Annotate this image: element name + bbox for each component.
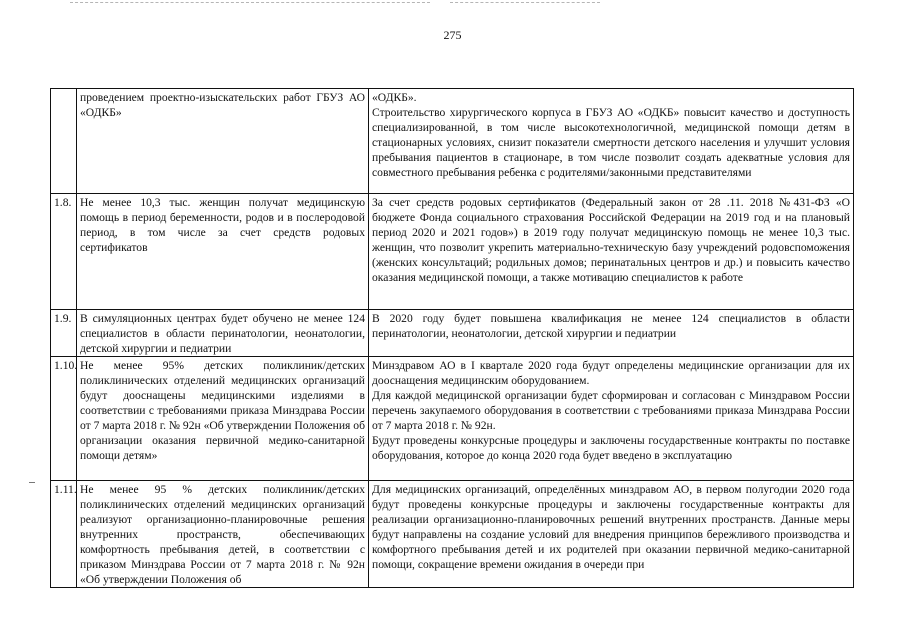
table-row bbox=[51, 481, 854, 588]
row-number: 1.8. bbox=[51, 194, 77, 310]
event-cell: В симуляционных центрах будет обучено не менее 124 специалистов в области перинатологии, неонатологии, детской хирургии и педиатрии bbox=[77, 310, 369, 357]
result-paragraph: Минздравом АО в I квартале 2020 года будут определены медицинские организации для их дооснащения медицинским оборудованием. bbox=[372, 359, 850, 387]
event-cell: Не менее 95 % детских поликлиник/детских поликлинических отделений медицинских организаций реализуют организационно-планировочные решения внутренних пространств, обеспечивающих комфортность пребывания детей, в соответствии с приказом Минздрава России от 7 марта 2018 г. № 92н «Об утверждении Положения об bbox=[77, 481, 369, 588]
result-paragraph: Строительство хирургического корпуса в ГБУЗ АО «ОДКБ» повысит качество и доступность специализированной, в том числе высокотехнологичной, медицинской помощи детям в стационарных условиях, снизит показатели смертности детского населения и улучшит условия пребывания пациентов в стационаре, в том числе позволит создать адекватные условия для совместного пребывания ребенка с родителями/законными представителями bbox=[372, 106, 850, 179]
result-paragraph: Будут проведены конкурсные процедуры и заключены государственные контракты по поставке оборудования, которое до конца 2020 года будет введено в эксплуатацию bbox=[372, 434, 850, 462]
header-rule-left bbox=[70, 2, 430, 3]
row-number bbox=[51, 89, 77, 194]
result-cell bbox=[369, 89, 854, 194]
row-number: 1.10. bbox=[51, 357, 77, 481]
margin-mark bbox=[29, 482, 35, 483]
event-cell: Не менее 95% детских поликлиник/детских поликлинических отделений медицинских организаций будут дооснащены медицинскими изделиями в соответствии с требованиями приказа Минздрава России от 7 марта 2018 г. № 92н «Об утверждении Положения об организации оказания первичной медико-санитарной помощи детям» bbox=[77, 357, 369, 481]
result-paragraph: В 2020 году будет повышена квалификация не менее 124 специалистов в области перинатологии, неонатологии, детской хирургии и педиатрии bbox=[372, 312, 850, 340]
measures-table bbox=[50, 88, 854, 588]
result-cell bbox=[369, 481, 854, 588]
table-row bbox=[51, 357, 854, 481]
result-paragraph: «ОДКБ». bbox=[372, 91, 417, 104]
result-cell bbox=[369, 194, 854, 310]
event-cell: проведением проектно-изыскательских работ ГБУЗ АО «ОДКБ» bbox=[77, 89, 369, 194]
table-row bbox=[51, 194, 854, 310]
header-rule-right bbox=[450, 2, 600, 3]
result-cell bbox=[369, 310, 854, 357]
result-cell bbox=[369, 357, 854, 481]
row-number: 1.11. bbox=[51, 481, 77, 588]
table-row bbox=[51, 310, 854, 357]
result-paragraph: За счет средств родовых сертификатов (Федеральный закон от 28 .11. 2018 №431-ФЗ «О бюджете Фонда социального страхования Российской Федерации на 2019 год и на плановый период 2020 и 2021 годов») в 2019 году получат медицинскую помощь не менее 10,3 тыс. женщин, что позволит укрепить материально-техническую базу учреждений родовспоможения (женских консультаций; родильных домов; перинатальных центров и др.) и повысить качество оказания медицинской помощи, а также мотивацию специалистов к работе bbox=[372, 196, 850, 284]
page-number: 275 bbox=[443, 28, 462, 42]
event-cell: Не менее 10,3 тыс. женщин получат медицинскую помощь в период беременности, родов и в послеродовой период, в том числе за счет средств родовых сертификатов bbox=[77, 194, 369, 310]
table-row bbox=[51, 89, 854, 194]
result-paragraph: Для медицинских организаций, определённых минздравом АО, в первом полугодии 2020 года будут проведены конкурсные процедуры и заключены государственные контракты для реализации организационно-планировочных решений внутренних пространств. Данные меры будут направлены на создание условий для внедрения принципов бережливого производства и комфортного пребывания детей и их родителей при оказании первичной медико-санитарной помощи, сокращение времени ожидания в очереди при bbox=[372, 483, 850, 571]
row-number: 1.9. bbox=[51, 310, 77, 357]
result-paragraph: Для каждой медицинской организации будет сформирован и согласован с Минздравом России перечень закупаемого оборудования в соответствии с требованиями приказа Минздрава России от 7 марта 2018 г. № 92н. bbox=[372, 389, 850, 432]
